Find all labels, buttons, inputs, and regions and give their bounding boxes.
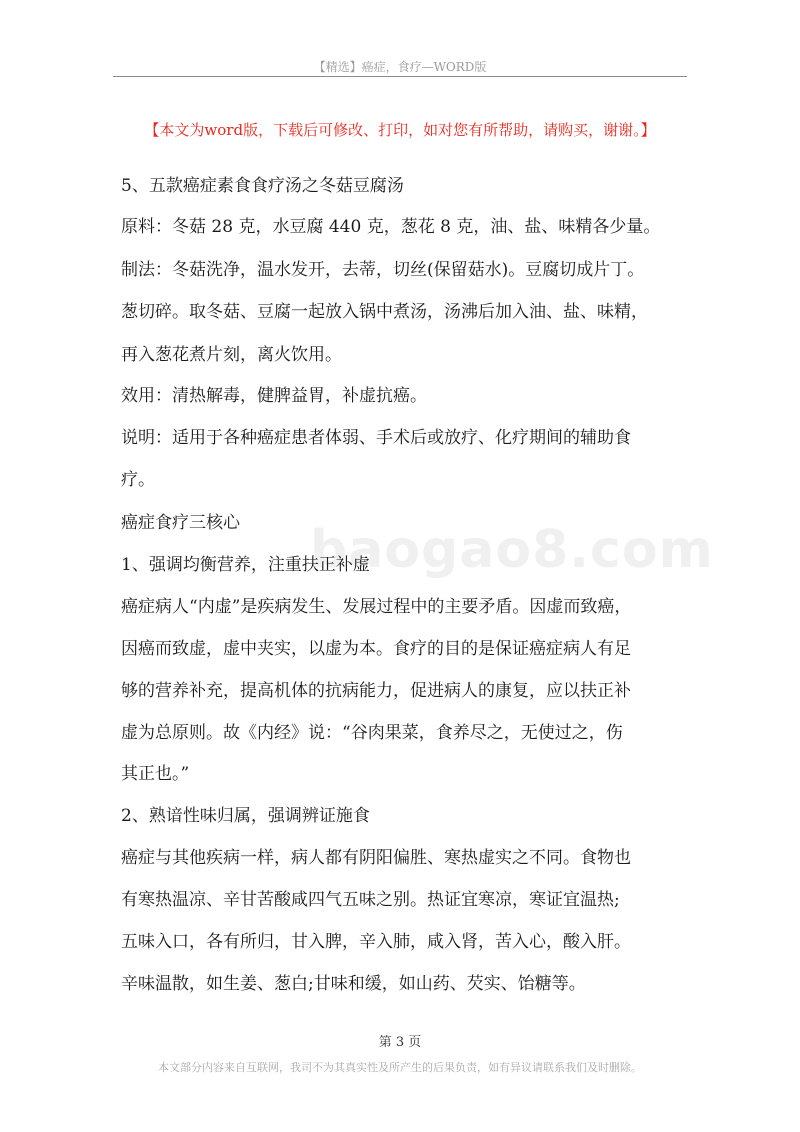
section-heading: 2、熟谙性味归属，强调辨证施食	[121, 806, 370, 826]
body-line: 够的营养补充，提高机体的抗病能力，促进病人的康复，应以扶正补	[121, 681, 631, 701]
body-line: 疗。	[121, 470, 155, 490]
body-line: 效用：清热解毒，健脾益胃，补虚抗癌。	[121, 386, 427, 406]
body-line: 其正也。”	[121, 764, 190, 784]
section-heading: 1、强调均衡营养，注重扶正补虚	[121, 555, 370, 575]
body-line: 因癌而致虚，虚中夹实，以虚为本。食疗的目的是保证癌症病人有足	[121, 639, 631, 659]
body-line: 再入葱花煮片刻，离火饮用。	[121, 345, 342, 365]
body-line: 有寒热温凉、辛甘苦酸咸四气五味之别。热证宜寒凉，寒证宜温热;	[121, 890, 620, 910]
body-line: 制法：冬菇洗净，温水发开，去蒂，切丝(保留菇水)。豆腐切成片丁。	[121, 260, 645, 280]
header-divider	[113, 76, 687, 77]
body-line: 五味入口，各有所归，甘入脾，辛入肺，咸入肾，苦入心，酸入肝。	[121, 932, 631, 952]
body-line: 虚为总原则。故《内经》说：“谷肉果菜，食养尽之，无使过之，伤	[121, 723, 623, 743]
body-line: 说明：适用于各种癌症患者体弱、手术后或放疗、化疗期间的辅助食	[121, 428, 631, 448]
body-line: 原料：冬菇 28 克，水豆腐 440 克，葱花 8 克，油、盐、味精各少量。	[121, 217, 661, 237]
body-line: 癌症与其他疾病一样，病人都有阴阳偏胜、寒热虚实之不同。食物也	[121, 848, 631, 868]
watermark: baogao8.com	[310, 520, 714, 580]
download-notice: 【本文为word版，下载后可修改、打印，如对您有所帮助，请购买，谢谢。】	[144, 121, 656, 139]
body-line: 辛味温散，如生姜、葱白;甘味和缓，如山药、芡实、饴糖等。	[121, 974, 586, 994]
page-header: 【精选】癌症，食疗—WORD版	[313, 60, 487, 74]
body-line: 癌症病人“内虚”是疾病发生、发展过程中的主要矛盾。因虚而致癌，	[121, 597, 632, 617]
body-line: 葱切碎。取冬菇、豆腐一起放入锅中煮汤，汤沸后加入油、盐、味精，	[121, 302, 648, 322]
section-heading: 5、五款癌症素食食疗汤之冬菇豆腐汤	[121, 176, 404, 196]
section-heading: 癌症食疗三核心	[121, 513, 240, 533]
page-number: 第 3 页	[378, 1035, 422, 1050]
page-footer: 本文部分内容来自互联网，我司不为其真实性及所产生的后果负责，如有异议请联系我们及时删除。	[158, 1061, 642, 1074]
